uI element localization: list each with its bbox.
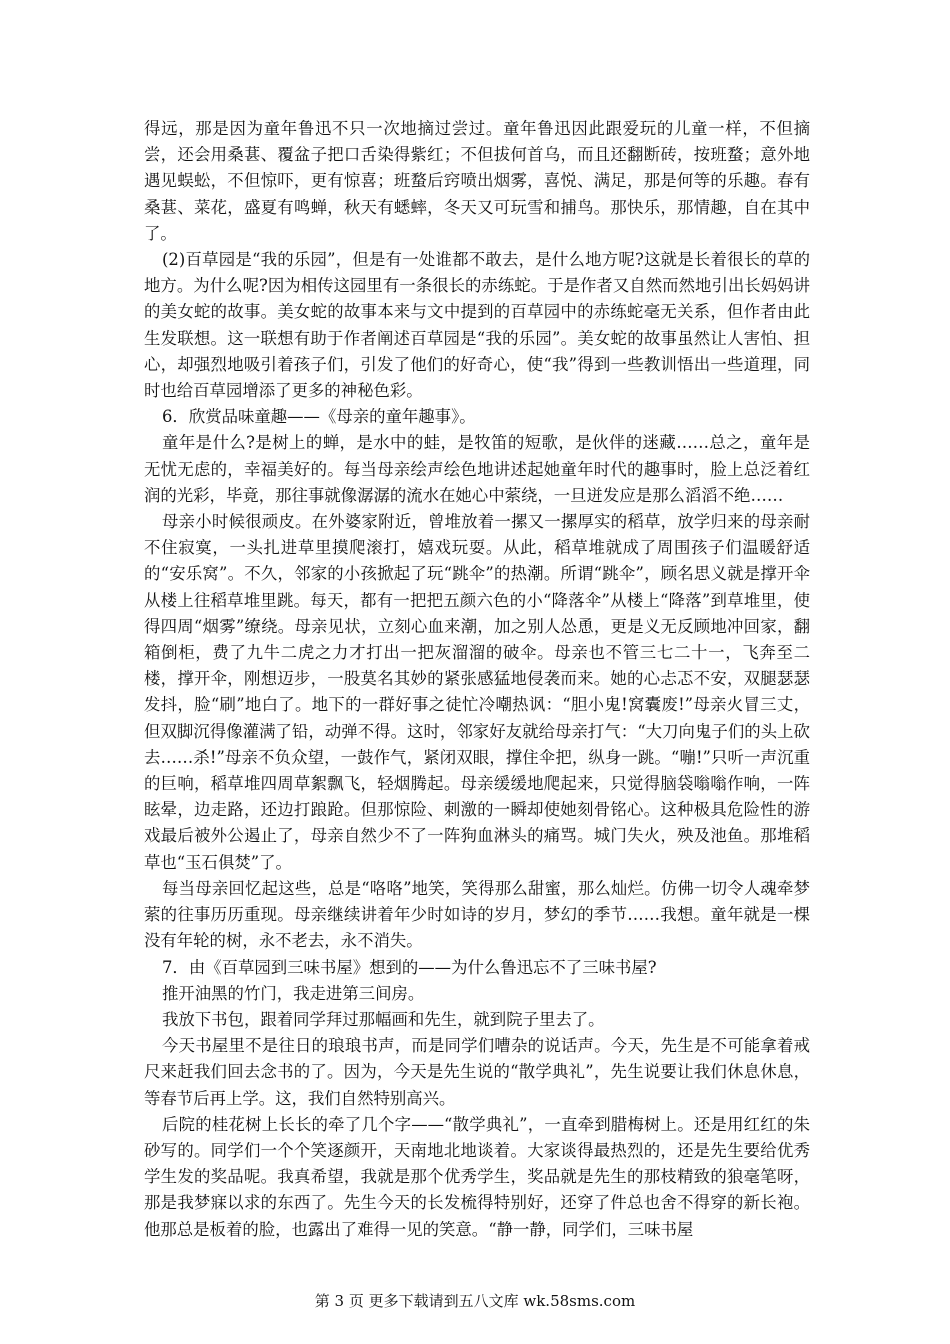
section-heading-7: 7．由《百草园到三味书屋》想到的——为什么鲁迅忘不了三味书屋? <box>162 957 657 977</box>
paragraph-mother-story: 母亲小时候很顽皮。在外婆家附近，曾堆放着一摞又一摞厚实的稻草，放学归来的母亲耐不住寂寞，一头扎进草里摸爬滚打，嬉戏玩耍。从此，稻草堆就成了周围孩子们温暖舒适的“安乐窝”。不久，邻家的小孩掀起了玩“跳伞”的热潮。所谓“跳伞”，顾名思义就是撑开伞从楼上往稻草堆里跳。每天，都有一把把五颜六色的小“降落伞”从楼上“降落”到草堆里，使得四周“烟雾”缭绕。母亲见状，立刻心血来潮，加之别人怂恿，更是义无反顾地冲回家，翻箱倒柜，费了九牛二虎之力才打出一把灰溜溜的破伞。母亲也不管三七二十一，飞奔至二楼，撑开伞，刚想迈步，一股莫名其妙的紧张感猛地侵袭而来。她的心忐忑不安，双腿瑟瑟发抖，脸“刷”地白了。地下的一群好事之徒忙冷嘲热讽：“胆小鬼!窝囊废!”母亲火冒三丈，但双脚沉得像灌满了铅，动弹不得。这时，邻家好友就给母亲打气：“大刀向鬼子们的头上砍去……杀!”母亲不负众望，一鼓作气，紧闭双眼，撑住伞把，纵身一跳。“嘣!”只听一声沉重的巨响，稻草堆四周草絮飘飞，轻烟腾起。母亲缓缓地爬起来，只觉得脑袋嗡嗡作响，一阵眩晕，边走路，还边打踉跄。但那惊险、刺激的一瞬却使她刻骨铭心。这种极具危险性的游戏最后被外公遏止了，母亲自然少不了一阵狗血淋头的痛骂。城门失火，殃及池鱼。那堆稻草也“玉石俱焚”了。 <box>144 512 810 872</box>
paragraph-bamboo-door: 推开油黑的竹门，我走进第三间房。 <box>162 983 425 1003</box>
page-footer: 第 3 页 更多下载请到五八文库 wk.58sms.com <box>314 1292 636 1310</box>
paragraph-mother-memory: 每当母亲回忆起这些，总是“咯咯”地笑，笑得那么甜蜜，那么灿烂。仿佛一切令人魂牵梦萦的往事历历重现。母亲继续讲着年少时如诗的岁月，梦幻的季节……我想。童年就是一棵没有年轮的树，永不老去，永不消失。 <box>144 878 810 951</box>
paragraph-continuation: 得远，那是因为童年鲁迅不只一次地摘过尝过。童年鲁迅因此跟爱玩的儿童一样，不但摘尝，还会用桑葚、覆盆子把口舌染得紫红；不但拔何首乌，而且还翻断砖，按班蝥；意外地遇见蜈蚣，不但惊吓，更有惊喜；班蝥后窍喷出烟雾，喜悦、满足，那是何等的乐趣。春有桑葚、菜花，盛夏有鸣蝉，秋天有蟋蟀，冬天又可玩雪和捕鸟。那快乐，那情趣，自在其中了。 <box>144 119 810 243</box>
section-heading-6: 6．欣赏品味童趣——《母亲的童年趣事》。 <box>162 407 476 427</box>
paragraph-classroom-noise: 今天书屋里不是往日的琅琅书声，而是同学们嘈杂的说话声。今天，先生是不可能拿着戒尺来赶我们回去念书的了。因为，今天是先生说的“散学典礼”，先生说要让我们休息休息，等春节后再上学。这，我们自然特别高兴。 <box>144 1036 810 1108</box>
document-body <box>144 116 810 1243</box>
paragraph-baicaoyuan-analysis: (2)百草园是“我的乐园”，但是有一处谁都不敢去，是什么地方呢?这就是长着很长的草的地方。为什么呢?因为相传这园里有一条很长的赤练蛇。于是作者又自然而然地引出长妈妈讲的美女蛇的故事。美女蛇的故事本来与文中提到的百草园中的赤练蛇毫无关系，但作者由此生发联想。这一联想有助于作者阐述百草园是“我的乐园”。美女蛇的故事虽然让人害怕、担心，却强烈地吸引着孩子们，引发了他们的好奇心，使“我”得到一些教训悟出一些道理，同时也给百草园增添了更多的神秘色彩。 <box>144 250 810 401</box>
paragraph-school-bag: 我放下书包，跟着同学拜过那幅画和先生，就到院子里去了。 <box>162 1009 605 1029</box>
paragraph-childhood-intro: 童年是什么?是树上的蝉，是水中的蛙，是牧笛的短歌，是伙伴的迷藏……总之，童年是无忧无虑的，幸福美好的。每当母亲绘声绘色地讲述起她童年时代的趣事时，脸上总泛着红润的光彩，毕竟，那往事就像潺潺的流水在她心中萦绕，一旦迸发应是那么滔滔不绝…… <box>144 433 810 505</box>
paragraph-ceremony: 后院的桂花树上长长的牵了几个字——“散学典礼”，一直牵到腊梅树上。还是用红红的朱砂写的。同学们一个个笑逐颜开，天南地北地谈着。大家谈得最热烈的，还是先生要给优秀学生发的奖品呢。我真希望，我就是那个优秀学生，奖品就是先生的那枝精致的狼毫笔呀，那是我梦寐以求的东西了。先生今天的长发梳得特别好，还穿了件总也舍不得穿的新长袍。他那总是板着的脸，也露出了难得一见的笑意。“静一静，同学们，三味书屋 <box>144 1114 810 1239</box>
